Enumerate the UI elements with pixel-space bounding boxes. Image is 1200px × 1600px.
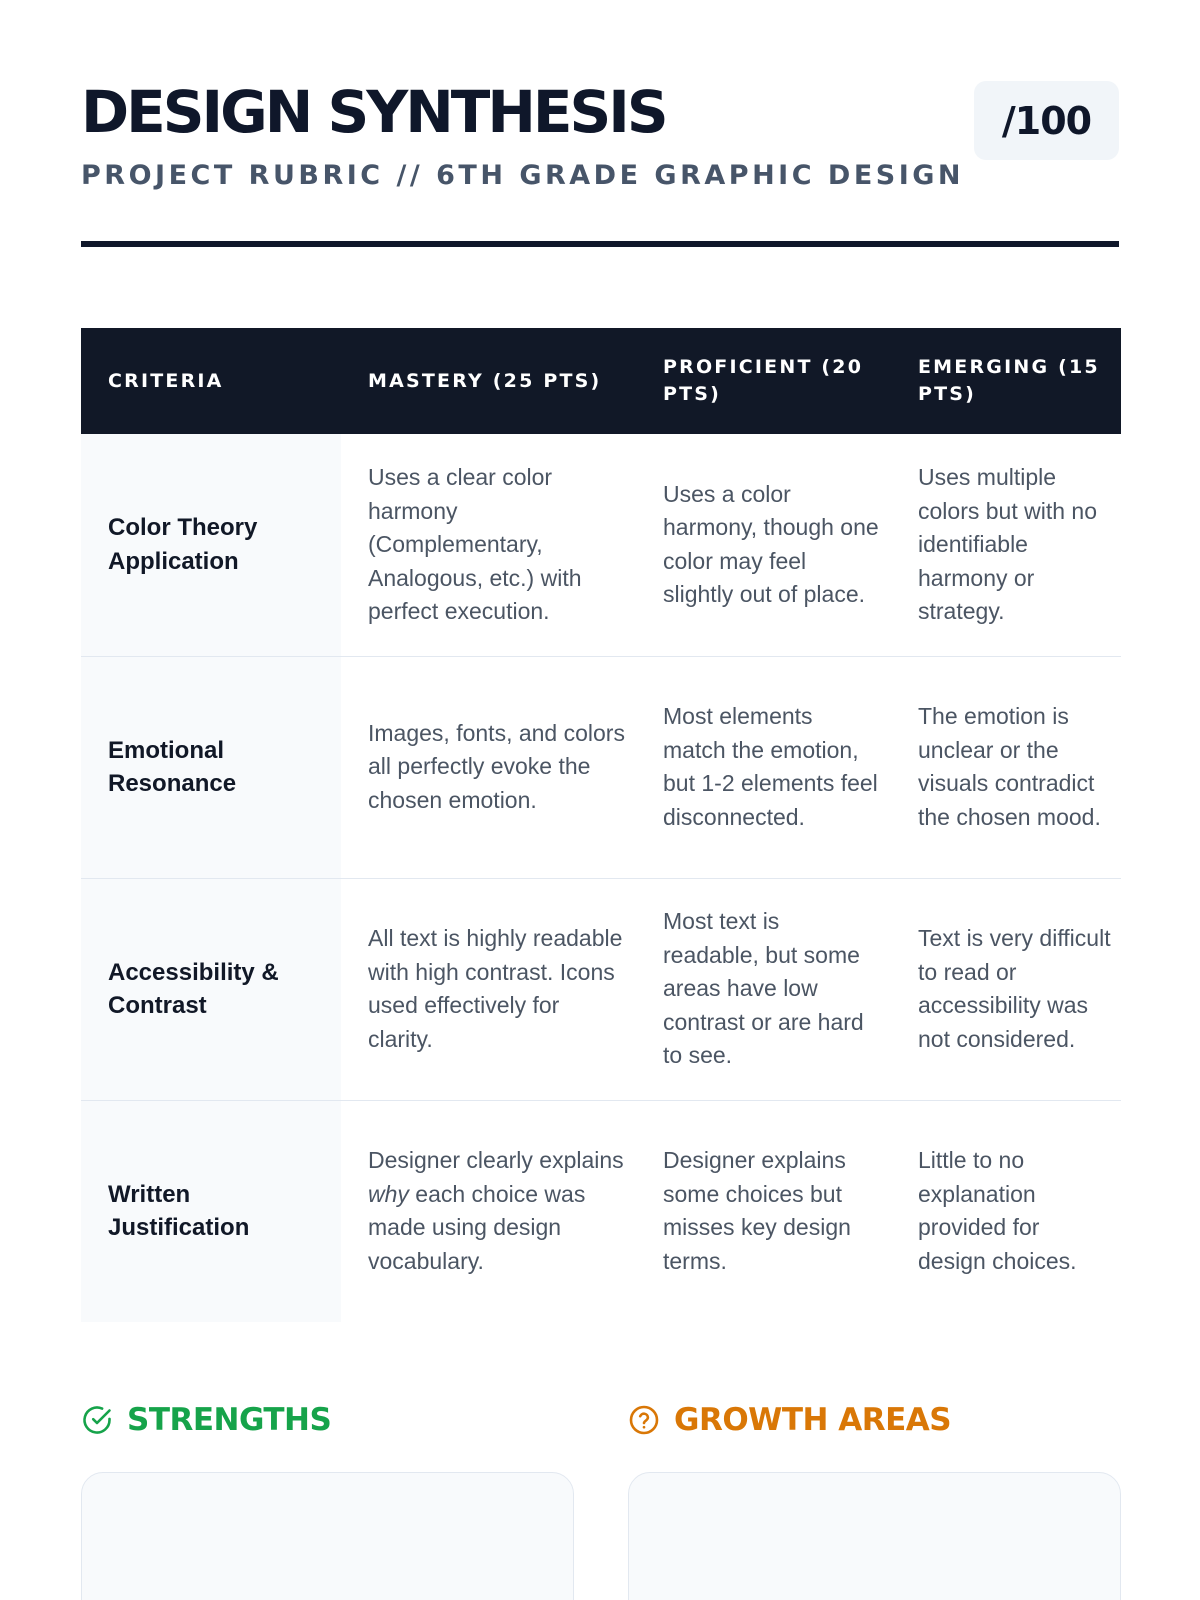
- emerging-cell: Text is very difficult to read or accessibility was not considered.: [891, 878, 1121, 1100]
- mastery-cell: [341, 1100, 636, 1322]
- mastery-text-emphasis: why: [368, 1180, 409, 1207]
- header-divider: [81, 241, 1119, 247]
- page-header: [81, 0, 1119, 246]
- mastery-cell: Images, fonts, and colors all perfectly evoke the chosen emotion.: [341, 656, 636, 878]
- criteria-cell: Emotional Resonance: [81, 656, 341, 878]
- rubric-table: [81, 328, 1121, 1322]
- mastery-text-start: Designer clearly explains: [368, 1147, 624, 1174]
- emerging-cell: Uses multiple colors but with no identifiable harmony or strategy.: [891, 434, 1121, 656]
- strengths-heading: [81, 1402, 331, 1438]
- mastery-text-end: each choice was made using design vocabulary.: [368, 1180, 586, 1274]
- table-row: [81, 878, 1121, 1100]
- mastery-cell: Uses a clear color harmony (Complementary, Analogous, etc.) with perfect execution.: [341, 434, 636, 656]
- criteria-cell: Written Justification: [81, 1100, 341, 1322]
- proficient-cell: Most elements match the emotion, but 1-2 elements feel disconnected.: [636, 656, 891, 878]
- emerging-cell: The emotion is unclear or the visuals contradict the chosen mood.: [891, 656, 1121, 878]
- table-row: [81, 434, 1121, 656]
- strengths-label: STRENGTHS: [127, 1402, 332, 1438]
- criteria-cell: Color Theory Application: [81, 434, 341, 656]
- page-title: DESIGN SYNTHESIS: [81, 78, 666, 146]
- criteria-cell: Accessibility & Contrast: [81, 878, 341, 1100]
- table-row: [81, 1100, 1121, 1322]
- mastery-cell: All text is highly readable with high contrast. Icons used effectively for clarity.: [341, 878, 636, 1100]
- emerging-cell: Little to no explanation provided for design choices.: [918, 1147, 1077, 1274]
- column-header-proficient: PROFICIENT (20 PTS): [636, 328, 891, 434]
- proficient-cell: Designer explains some choices but misses key design terms.: [663, 1147, 851, 1274]
- growth-areas-heading: [628, 1402, 951, 1438]
- column-header-mastery: MASTERY (25 PTS): [341, 328, 636, 434]
- page-subtitle: PROJECT RUBRIC // 6TH GRADE GRAPHIC DESIGN: [81, 160, 965, 191]
- proficient-cell: Uses a color harmony, though one color may feel slightly out of place.: [636, 434, 891, 656]
- check-circle-icon: [81, 1404, 113, 1436]
- column-header-criteria: CRITERIA: [81, 328, 341, 434]
- rubric-header-row: [81, 328, 1121, 434]
- growth-areas-notes-box[interactable]: [628, 1472, 1121, 1600]
- question-circle-icon: [628, 1404, 660, 1436]
- column-header-emerging: EMERGING (15 PTS): [891, 328, 1121, 434]
- growth-areas-label: GROWTH AREAS: [674, 1402, 952, 1438]
- strengths-notes-box[interactable]: [81, 1472, 574, 1600]
- proficient-cell: Most text is readable, but some areas have low contrast or are hard to see.: [636, 878, 891, 1100]
- score-total-badge: /100: [974, 81, 1119, 160]
- table-row: [81, 656, 1121, 878]
